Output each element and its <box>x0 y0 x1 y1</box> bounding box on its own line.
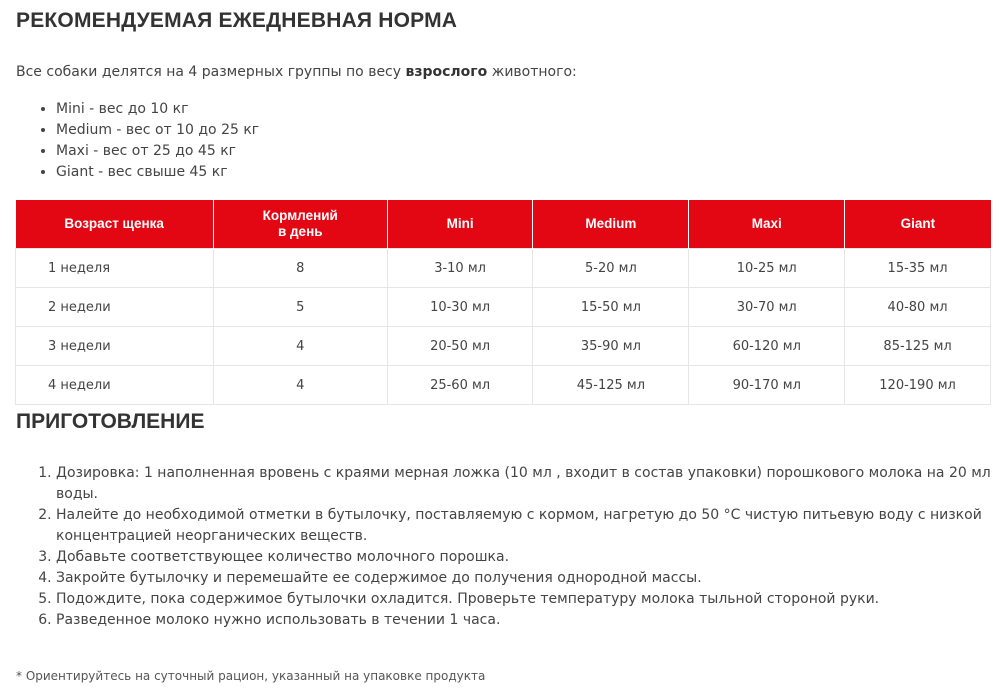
table-row <box>16 249 991 288</box>
cell-giant: 15-35 мл <box>845 249 991 288</box>
cell-age: 2 недели <box>16 288 214 327</box>
size-groups-list <box>16 99 259 183</box>
cell-mini: 10-30 мл <box>387 288 533 327</box>
cell-feedings: 8 <box>213 249 387 288</box>
table-row <box>16 288 991 327</box>
page-title: РЕКОМЕНДУЕМАЯ ЕЖЕДНЕВНАЯ НОРМА <box>16 9 458 32</box>
cell-age: 3 недели <box>16 327 214 366</box>
list-item: 3. Добавьте соответствующее количество молочного порошка. <box>56 547 1000 568</box>
cell-age: 4 недели <box>16 366 214 405</box>
cell-maxi: 60-120 мл <box>689 327 845 366</box>
footnote: * Ориентируйтесь на суточный рацион, указанный на упаковке продукта <box>16 669 486 683</box>
cell-maxi: 10-25 мл <box>689 249 845 288</box>
cell-maxi: 30-70 мл <box>689 288 845 327</box>
cell-feedings: 4 <box>213 366 387 405</box>
table-header-row <box>16 200 991 249</box>
cell-giant: 120-190 мл <box>845 366 991 405</box>
list-item: • Medium - вес от 10 до 25 кг <box>56 120 259 141</box>
table-row <box>16 366 991 405</box>
cell-medium: 35-90 мл <box>533 327 689 366</box>
header-age: Возраст щенка <box>16 200 214 249</box>
list-item: 5. Подождите, пока содержимое бутылочки охладится. Проверьте температуру молока тыльной стороной руки. <box>56 589 1000 610</box>
cell-giant: 40-80 мл <box>845 288 991 327</box>
intro-after: животного: <box>487 64 577 80</box>
table-row <box>16 327 991 366</box>
header-maxi: Maxi <box>689 200 845 249</box>
header-medium: Medium <box>533 200 689 249</box>
header-mini: Mini <box>387 200 533 249</box>
list-item: 2. Налейте до необходимой отметки в бутылочку, поставляемую с кормом, нагретую до 50 °С чистую питьевую воду с низкой концентрацией неорганических веществ. <box>56 505 1000 547</box>
cell-medium: 5-20 мл <box>533 249 689 288</box>
list-item: 6. Разведенное молоко нужно использовать в течении 1 часа. <box>56 610 1000 631</box>
list-item: • Mini - вес до 10 кг <box>56 99 259 120</box>
section-title-preparation: ПРИГОТОВЛЕНИЕ <box>16 410 205 433</box>
cell-medium: 15-50 мл <box>533 288 689 327</box>
list-item: • Giant - вес свыше 45 кг <box>56 162 259 183</box>
intro-bold: взрослого <box>405 64 488 80</box>
cell-mini: 3-10 мл <box>387 249 533 288</box>
list-item: 1. Дозировка: 1 наполненная вровень с краями мерная ложка (10 мл , входит в состав упаковки) порошкового молока на 20 мл воды. <box>56 463 1000 505</box>
cell-age: 1 неделя <box>16 249 214 288</box>
header-feedings: Кормлений в день <box>213 200 387 249</box>
feeding-table <box>15 200 991 405</box>
cell-giant: 85-125 мл <box>845 327 991 366</box>
preparation-steps <box>16 463 1000 631</box>
list-item: 4. Закройте бутылочку и перемешайте ее содержимое до получения однородной массы. <box>56 568 1000 589</box>
list-item: • Maxi - вес от 25 до 45 кг <box>56 141 259 162</box>
cell-medium: 45-125 мл <box>533 366 689 405</box>
intro-before: Все собаки делятся на 4 размерных группы по весу <box>16 64 406 80</box>
intro-text <box>16 64 577 80</box>
cell-mini: 20-50 мл <box>387 327 533 366</box>
cell-maxi: 90-170 мл <box>689 366 845 405</box>
cell-mini: 25-60 мл <box>387 366 533 405</box>
cell-feedings: 5 <box>213 288 387 327</box>
cell-feedings: 4 <box>213 327 387 366</box>
header-giant: Giant <box>845 200 991 249</box>
